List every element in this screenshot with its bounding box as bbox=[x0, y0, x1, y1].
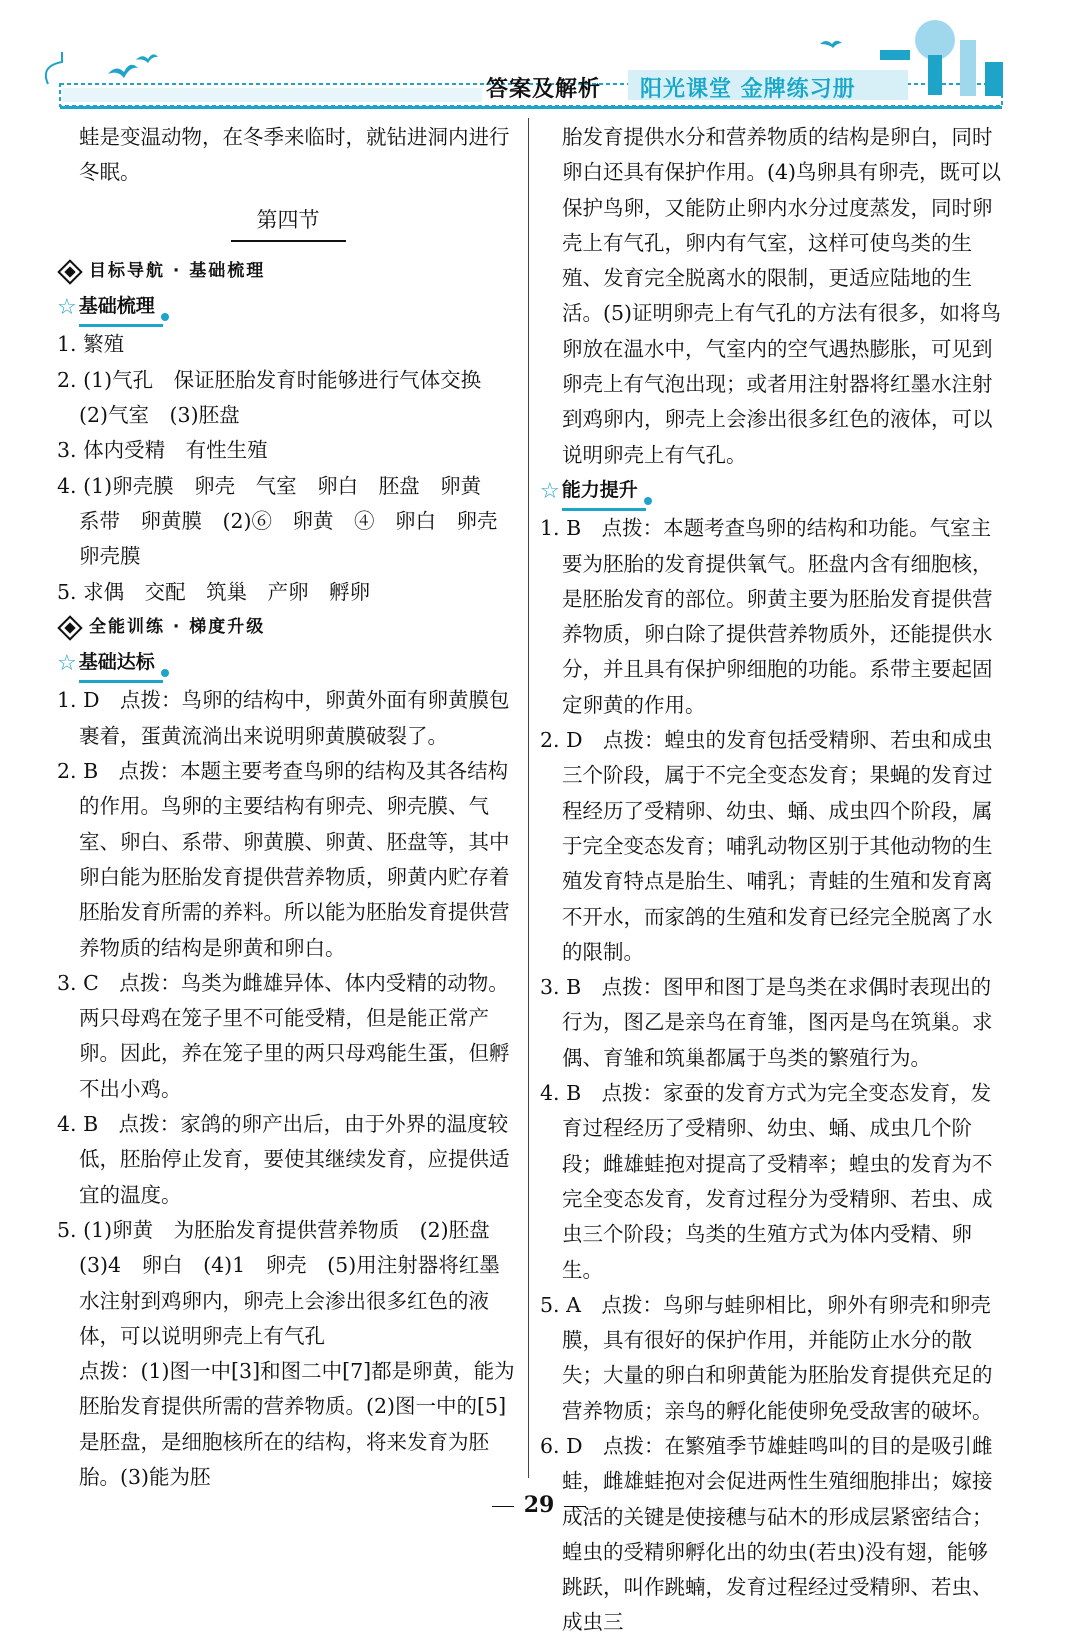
answer-item: 2. D 点拨：蝗虫的发育包括受精卵、若虫和成虫三个阶段，属于不完全变态发育；果蝇的发育过程经历了受精卵、幼虫、蛹、成虫四个阶段，属于完全变态发育；哺乳动物区别于其他动物的生殖发育特点是胎生、哺乳；青蛙的生殖和发育离不开水，而家鸽的生殖和发育已经完全脱离了水的限制。 bbox=[540, 728, 993, 964]
left-column bbox=[57, 120, 519, 1495]
right-column bbox=[540, 120, 1002, 1641]
answer-item: 5. (1)卵黄 为胚胎发育提供营养物质 (2)胚盘 bbox=[57, 1217, 490, 1242]
answer-item: 5. 求偶 交配 筑巢 产卵 孵卵 bbox=[57, 579, 371, 604]
answer-item: 4. B 点拨：家蚕的发育方式为完全变态发育，发育过程经历了受精卵、幼虫、蛹、成虫几个阶段；雌雄蛙抱对提高了受精率；蝗虫的发育为不完全变态发育，发育过程分为受精卵、若虫、成虫三个阶段；鸟类的生殖方式为体内受精、卵生。 bbox=[540, 1081, 993, 1282]
header-banner-graphic bbox=[0, 0, 1078, 125]
answer-item: 1. D 点拨：鸟卵的结构中，卵黄外面有卵黄膜包裹着，蛋黄流淌出来说明卵黄膜破裂了。 bbox=[57, 688, 510, 748]
answer-item: 4. B 点拨：家鸽的卵产出后，由于外界的温度较低，胚胎停止发育，要使其继续发育，应提供适宜的温度。 bbox=[57, 1112, 510, 1207]
star-icon: ☆ bbox=[540, 479, 560, 505]
answer-item: 1. B 点拨：本题考查鸟卵的结构和功能。气室主要为胚胎的发育提供氧气。胚盘内含有细胞核，是胚胎发育的部位。卵黄主要为胚胎发育提供营养物质，卵白除了提供营养物质外，还能提供水分，并且具有保护卵细胞的功能。系带主要起固定卵黄的作用。 bbox=[540, 516, 993, 717]
answer-item: 点拨：(1)图一中[3]和图二中[7]都是卵黄，能为胚胎发育提供所需的营养物质。(2)图一中的[5]是胚盘，是细胞核所在的结构，将来发育为胚胎。(3)能为胚 bbox=[79, 1359, 515, 1489]
diamond-icon bbox=[57, 259, 82, 284]
answer-item: 4. (1)卵壳膜 卵壳 气室 卵白 胚盘 卵黄 系带 卵黄膜 (2)⑥ 卵黄 ④ 卵白 卵壳 卵壳膜 bbox=[57, 473, 519, 569]
answer-item: 2. B 点拨：本题主要考查鸟卵的结构及其各结构的作用。鸟卵的主要结构有卵壳、卵壳膜、气室、卵白、系带、卵黄膜、卵黄、胚盘等，其中卵白能为胚胎发育提供营养物质，卵黄内贮存着胚胎发育所需的养料。所以能为胚胎发育提供营养物质的结构是卵黄和卵白。 bbox=[57, 759, 510, 960]
section-title: 第四节 bbox=[57, 203, 519, 242]
column-divider bbox=[528, 118, 529, 1478]
module-heading-1: 目标导航 · 基础梳理 bbox=[57, 254, 519, 289]
answer-item: 3. B 点拨：图甲和图丁是鸟类在求偶时表现出的行为，图乙是亲鸟在育雏，图丙是鸟在筑巢。求偶、育雏和筑巢都属于鸟类的繁殖行为。 bbox=[540, 975, 993, 1070]
answer-item: 5. A 点拨：鸟卵与蛙卵相比，卵外有卵壳和卵壳膜，具有很好的保护作用，并能防止水分的散失；大量的卵白和卵黄能为胚胎发育提供充足的营养物质；亲鸟的孵化能使卵免受敌害的破坏。 bbox=[540, 1292, 993, 1423]
answer-item: 3. C 点拨：鸟类为雌雄异体、体内受精的动物。两只母鸡在笼子里不可能受精，但是能正常产卵。因此，养在笼子里的两只母鸡能生蛋，但孵不出小鸡。 bbox=[57, 970, 510, 1101]
answer-item: 2. (1)气孔 保证胚胎发育时能够进行气体交换 bbox=[57, 367, 482, 392]
answer-item: 6. D 点拨：在繁殖季节雄蛙鸣叫的目的是吸引雌蛙，雌雄蛙抱对会促进两性生殖细胞排出；嫁接成活的关键是使接穗与砧木的形成层紧密结合；蝗虫的受精卵孵化出的幼虫(若虫)没有翅，能够跳跃，叫作跳蝻，发育过程经过受精卵、若虫、成虫三 bbox=[540, 1433, 993, 1635]
module-heading-2: 全能训练 · 梯度升级 bbox=[57, 610, 519, 645]
intro-paragraph: 蛙是变温动物，在冬季来临时，就钻进洞内进行冬眠。 bbox=[79, 125, 510, 185]
star-icon: ☆ bbox=[57, 295, 77, 321]
answer-item: 1. 繁殖 bbox=[57, 332, 125, 357]
subheading-ability: ☆ 能力提升 bbox=[540, 473, 1002, 511]
page-header bbox=[0, 0, 1078, 125]
page-number: 29 bbox=[0, 1492, 1078, 1518]
header-series-title: 阳光课堂 金牌练习册 bbox=[640, 77, 856, 102]
star-icon: ☆ bbox=[57, 651, 77, 677]
header-title: 答案及解析 bbox=[486, 77, 602, 102]
subheading-basic-review: ☆ 基础梳理 bbox=[57, 289, 519, 327]
answer-item: 3. 体内受精 有性生殖 bbox=[57, 438, 268, 463]
answer-item: (3)4 卵白 (4)1 卵壳 (5)用注射器将红墨水注射到鸡卵内，卵壳上会渗出很多红色的液体，可以说明卵壳上有气孔 bbox=[79, 1253, 500, 1348]
continued-paragraph: 胎发育提供水分和营养物质的结构是卵白，同时卵白还具有保护作用。(4)鸟卵具有卵壳，既可以保护鸟卵，又能防止卵内水分过度蒸发，同时卵壳上有气孔，卵内有气室，这样可使鸟类的生殖、发育完全脱离水的限制，更适应陆地的生活。(5)证明卵壳上有气孔的方法有很多，如将鸟卵放在温水中，气室内的空气遇热膨胀，可见到卵壳上有气泡出现；或者用注射器将红墨水注射到鸡卵内，卵壳上会渗出很多红色的液体，可以说明卵壳上有气孔。 bbox=[562, 125, 1002, 467]
diamond-icon bbox=[57, 615, 82, 640]
subheading-basic-standard: ☆ 基础达标 bbox=[57, 645, 519, 683]
answer-item: (2)气室 (3)胚盘 bbox=[79, 403, 240, 428]
